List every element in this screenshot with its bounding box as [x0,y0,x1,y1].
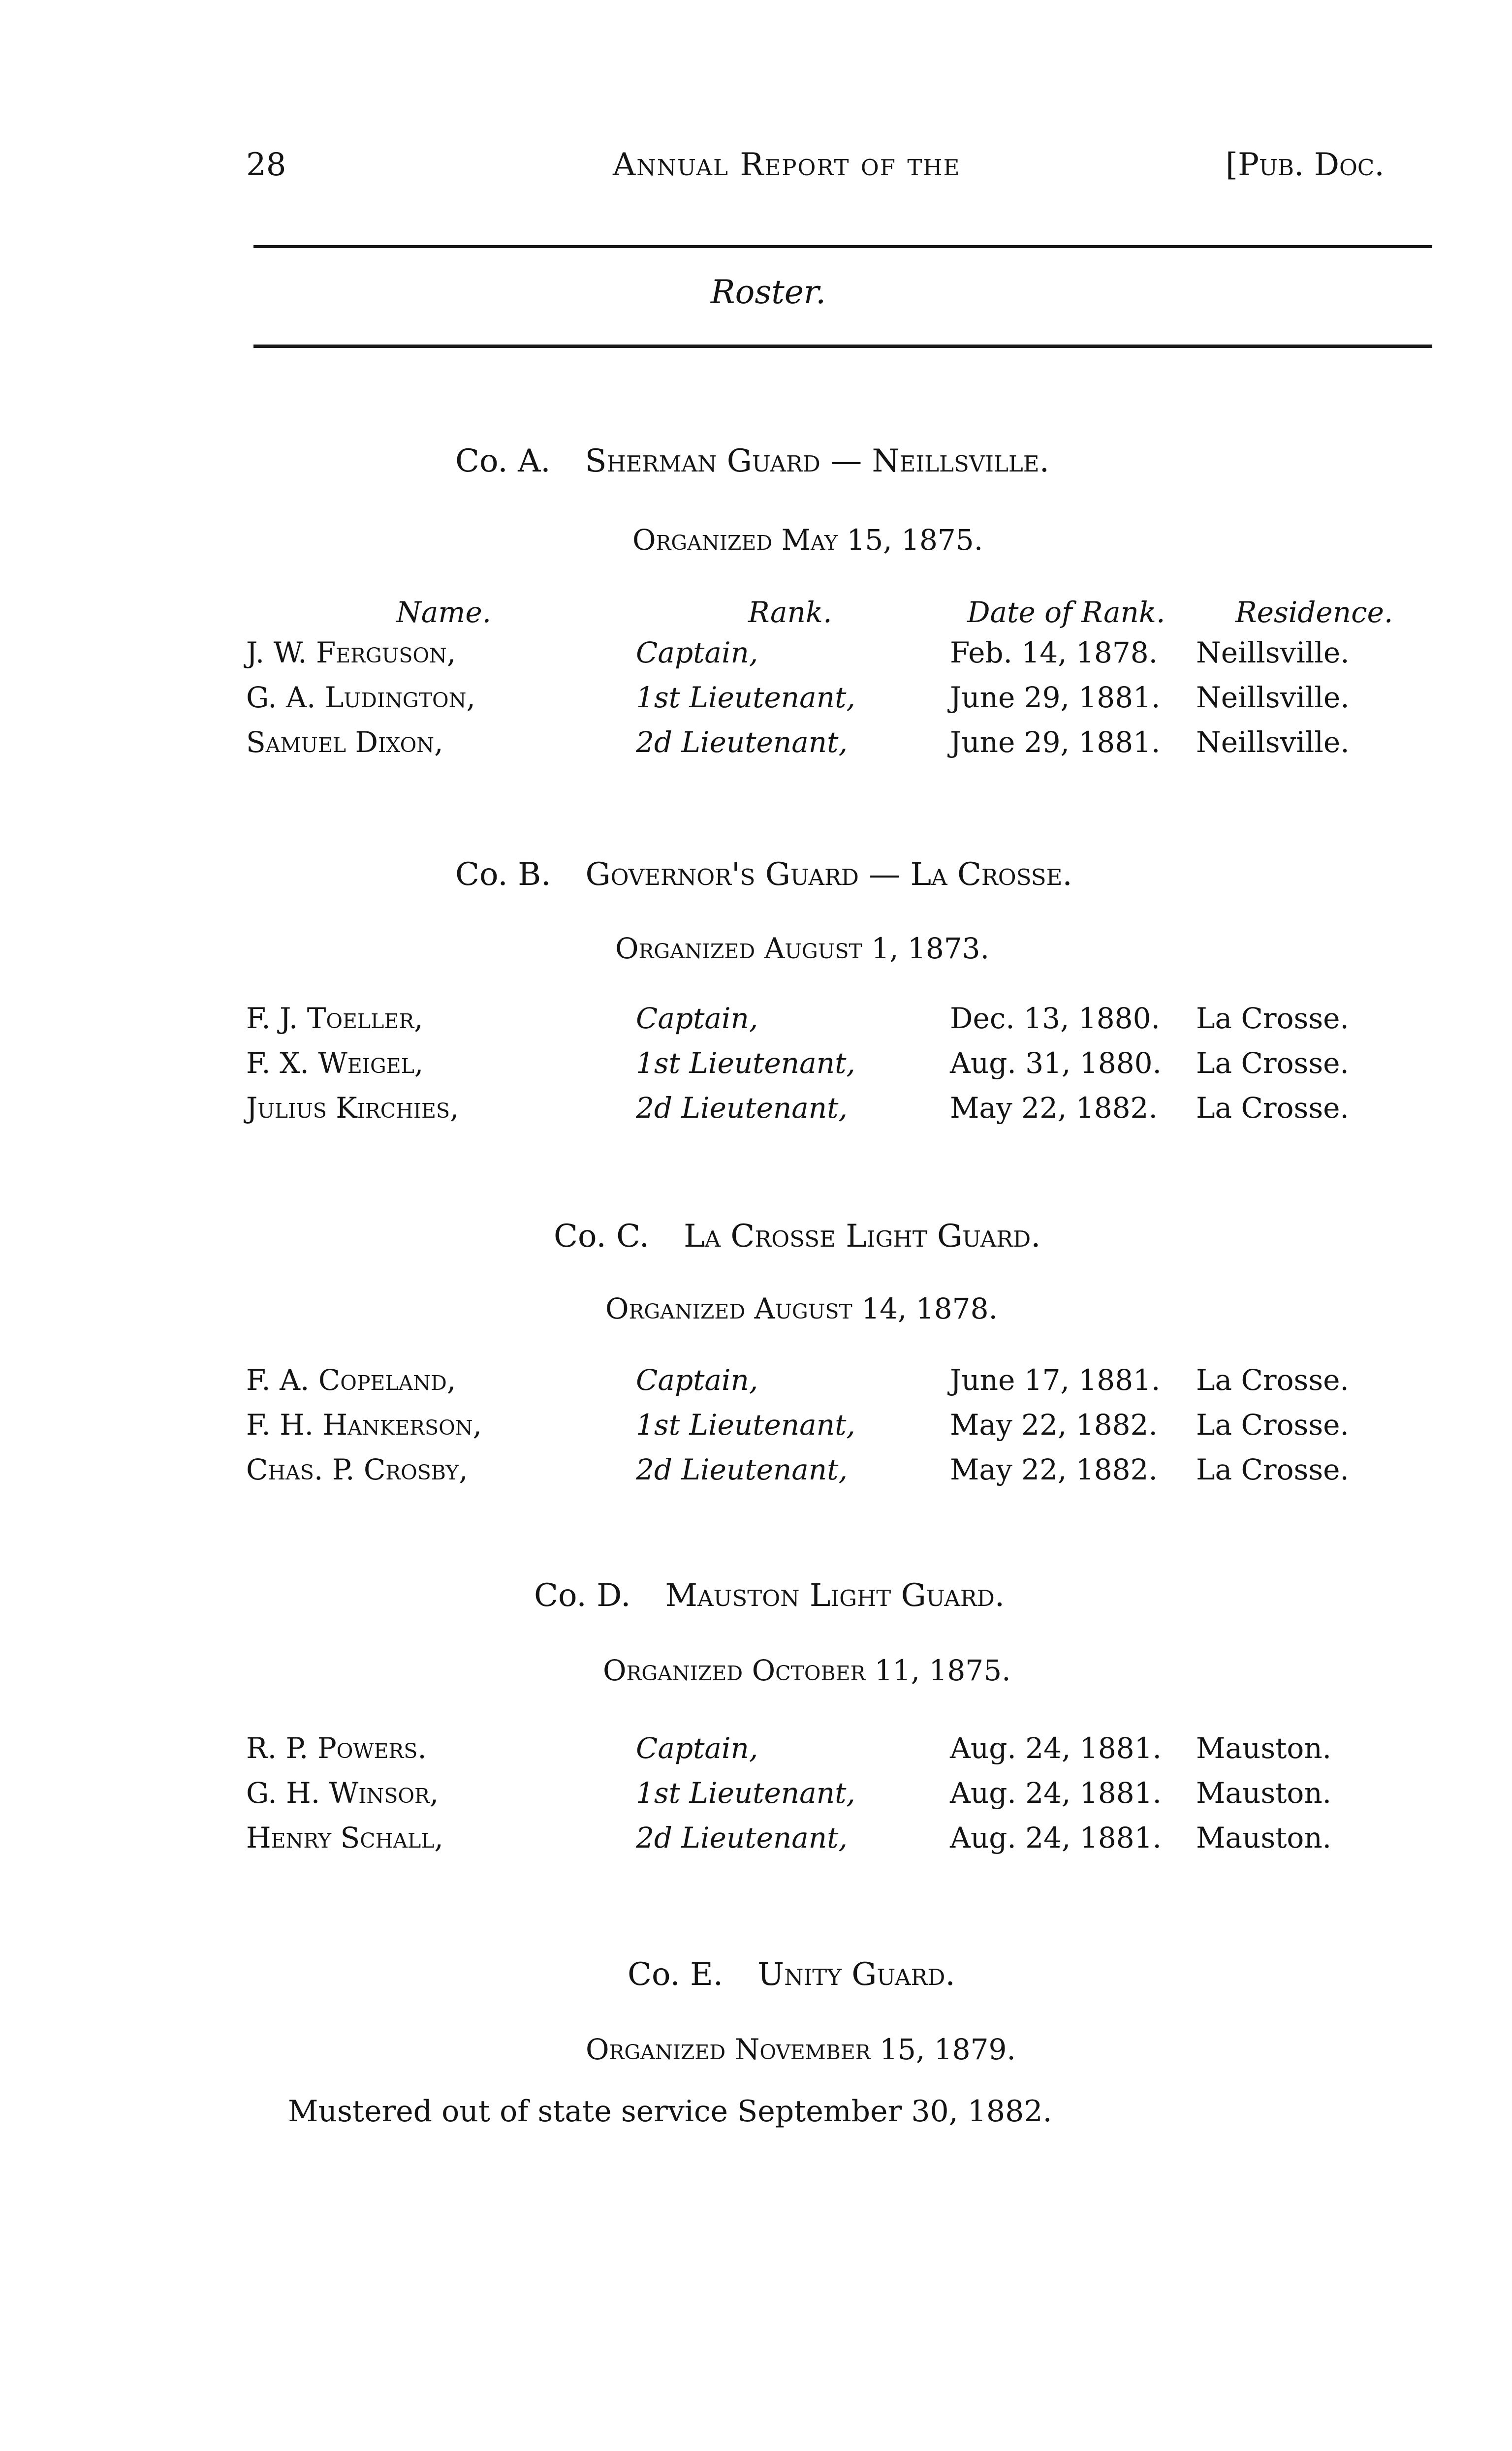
officer-name: G. H. Winsor, [246,1776,439,1810]
officer-date: Aug. 24, 1881. [950,1821,1162,1854]
officer-date: May 22, 1882. [950,1408,1158,1442]
column-header-rank: Rank. [748,596,832,629]
page-number: 28 [246,147,286,183]
officer-rank: Captain, [636,1002,758,1035]
officer-rank: 1st Lieutenant, [636,1408,855,1442]
company-heading-e: Co. E. Unity Guard. [628,1956,955,1993]
officer-date: June 17, 1881. [950,1363,1161,1397]
column-header-residence: Residence. [1235,596,1393,629]
running-title: Annual Report of the [613,147,961,183]
column-header-date: Date of Rank. [967,596,1166,629]
organized-date-c: Organized August 14, 1878. [605,1292,998,1325]
officer-name: Julius Kirchies, [246,1091,459,1125]
officer-residence: La Crosse. [1196,1046,1349,1080]
officer-residence: Neillsville. [1196,636,1350,669]
officer-date: June 29, 1881. [950,725,1161,759]
organized-date-a: Organized May 15, 1875. [632,523,983,557]
officer-rank: 1st Lieutenant, [636,1046,855,1080]
officer-date: June 29, 1881. [950,681,1161,714]
officer-name: F. J. Toeller, [246,1002,423,1035]
officer-name: J. W. Ferguson, [246,636,456,669]
officer-name: R. P. Powers. [246,1731,427,1765]
officer-rank: Captain, [636,636,758,669]
officer-rank: 1st Lieutenant, [636,681,855,714]
officer-name: G. A. Ludington, [246,681,475,714]
muster-out-note: Mustered out of state service September 30, 1882. [288,2094,1052,2129]
officer-residence: La Crosse. [1196,1091,1349,1125]
officer-name: F. A. Copeland, [246,1363,456,1397]
officer-date: May 22, 1882. [950,1453,1158,1486]
officer-rank: 1st Lieutenant, [636,1776,855,1810]
officer-name: Chas. P. Crosby, [246,1453,468,1486]
section-title: Roster. [710,273,826,311]
officer-residence: La Crosse. [1196,1408,1349,1442]
header-rule [253,245,1432,248]
officer-date: May 22, 1882. [950,1091,1158,1125]
officer-residence: La Crosse. [1196,1363,1349,1397]
officer-name: F. H. Hankerson, [246,1408,482,1442]
officer-date: Dec. 13, 1880. [950,1002,1160,1035]
officer-residence: Neillsville. [1196,725,1350,759]
officer-residence: La Crosse. [1196,1453,1349,1486]
officer-rank: 2d Lieutenant, [636,1091,848,1125]
officer-residence: Mauston. [1196,1821,1332,1854]
organized-date-d: Organized October 11, 1875. [603,1654,1011,1687]
officer-rank: Captain, [636,1731,758,1765]
document-label: [Pub. Doc. [1226,147,1385,183]
organized-date-e: Organized November 15, 1879. [586,2033,1016,2066]
officer-rank: 2d Lieutenant, [636,725,848,759]
officer-residence: Neillsville. [1196,681,1350,714]
officer-rank: 2d Lieutenant, [636,1821,848,1854]
company-heading-c: Co. C. La Crosse Light Guard. [554,1218,1041,1255]
officer-date: Aug. 31, 1880. [950,1046,1162,1080]
officer-date: Aug. 24, 1881. [950,1731,1162,1765]
officer-date: Aug. 24, 1881. [950,1776,1162,1810]
officer-name: F. X. Weigel, [246,1046,424,1080]
organized-date-b: Organized August 1, 1873. [615,932,990,965]
officer-rank: 2d Lieutenant, [636,1453,848,1486]
section-rule [253,345,1432,348]
company-heading-b: Co. B. Governor's Guard — La Crosse. [455,856,1072,893]
officer-residence: Mauston. [1196,1731,1332,1765]
officer-name: Henry Schall, [246,1821,443,1854]
officer-rank: Captain, [636,1363,758,1397]
company-heading-a: Co. A. Sherman Guard — Neillsville. [455,443,1049,479]
column-header-name: Name. [396,596,492,629]
officer-date: Feb. 14, 1878. [950,636,1158,669]
company-heading-d: Co. D. Mauston Light Guard. [534,1577,1005,1614]
officer-name: Samuel Dixon, [246,725,443,759]
officer-residence: Mauston. [1196,1776,1332,1810]
officer-residence: La Crosse. [1196,1002,1349,1035]
